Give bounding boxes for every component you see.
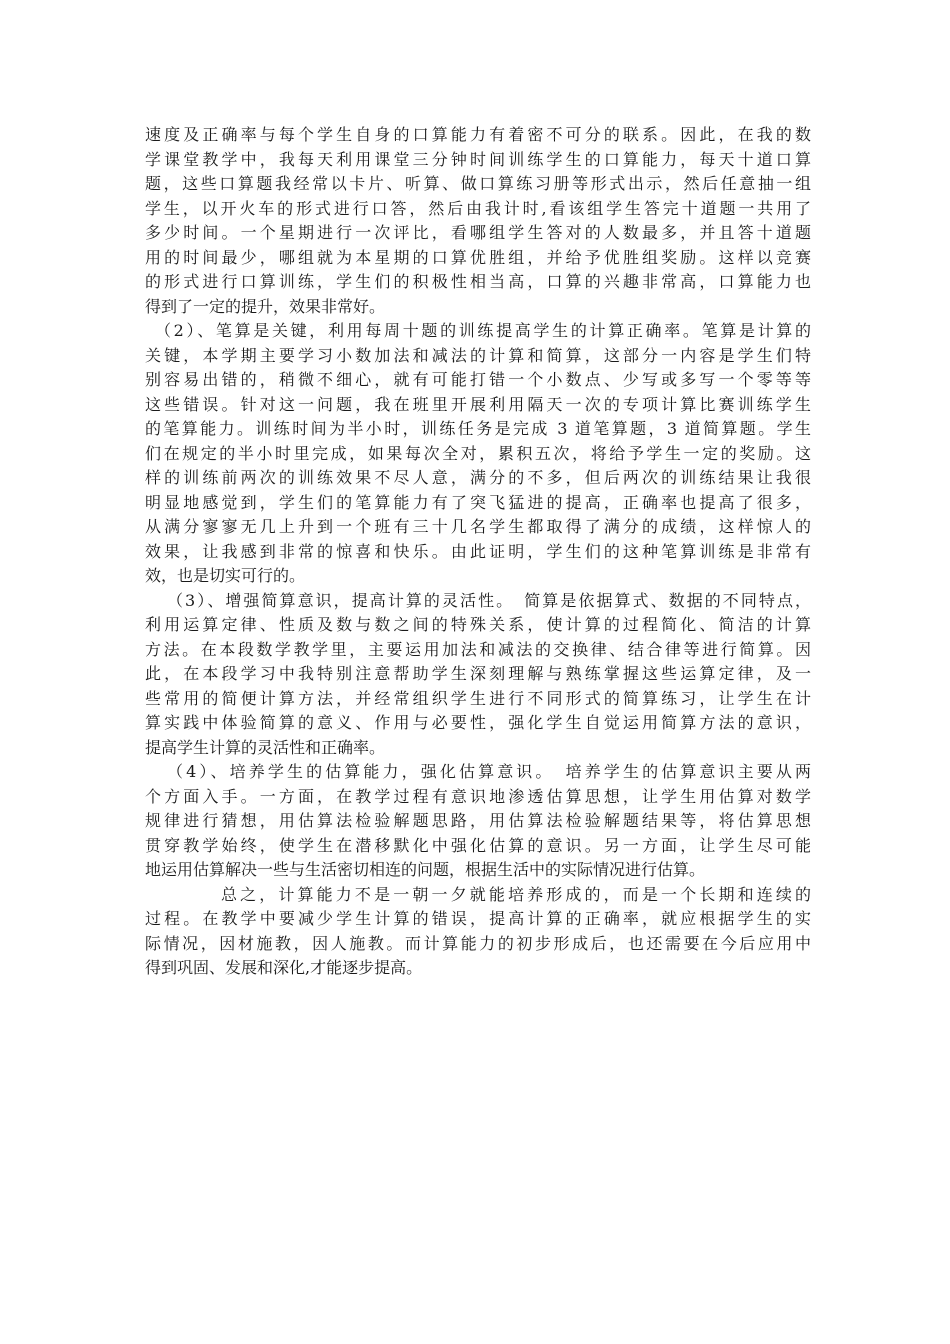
text-line: 效，也是切实可行的。 xyxy=(145,566,306,585)
text-line: 总之，计算能力不是一朝一夕就能培养形成的，而是一个长期和连续的 xyxy=(221,884,811,904)
text-line: 地运用估算解决一些与生活密切相连的问题，根据生活中的实际情况进行估算。 xyxy=(145,860,706,879)
text-line: 题，这些口算题我经常以卡片、听算、做口算练习册等形式出示，然后任意抽一组 xyxy=(145,174,811,193)
text-line: 个方面入手。一方面，在教学过程有意识地渗透估算思想，让学生用估算对数学 xyxy=(145,786,811,806)
paragraph-written-calculation xyxy=(145,319,811,344)
paragraph-simplified-calculation xyxy=(145,589,811,614)
text-line: 速度及正确率与每个学生自身的口算能力有着密不可分的联系。因此，在我的数 xyxy=(145,125,811,144)
paragraph-estimation xyxy=(145,760,811,785)
text-line: 从满分寥寥无几上升到一个班有三十几名学生都取得了满分的成绩，这样惊人的 xyxy=(145,517,811,536)
text-line: 提高学生计算的灵活性和正确率。 xyxy=(145,737,386,757)
text-line: （4）、培养学生的估算能力，强化估算意识。 培养学生的估算意识主要从两 xyxy=(167,762,811,781)
text-line: 们在规定的半小时里完成，如果每次全对，累积五次，将给予学生一定的奖励。这 xyxy=(145,443,811,463)
text-line: 明显地感觉到，学生们的笔算能力有了突飞猛进的提高，正确率也提高了很多， xyxy=(145,492,811,512)
text-line: 别容易出错的，稍微不细心，就有可能打错一个小数点、少写或多写一个零等等 xyxy=(145,370,811,389)
text-line: 过程。在教学中要减少学生计算的错误，提高计算的正确率，就应根据学生的实 xyxy=(145,909,811,928)
text-line: 的笔算能力。训练时间为半小时，训练任务是完成 3 道笔算题，3 道简算题。学生 xyxy=(145,419,811,438)
text-line: 得到巩固、发展和深化,才能逐步提高。 xyxy=(145,958,423,977)
text-line: 效果，让我感到非常的惊喜和快乐。由此证明，学生们的这种笔算训练是非常有 xyxy=(145,541,811,561)
paragraph-simplified-calculation-body xyxy=(145,613,811,760)
paragraph-intro xyxy=(145,123,811,319)
text-line: 学生，以开火车的形式进行口答，然后由我计时,看该组学生答完十道题一共用了 xyxy=(145,198,811,218)
text-line: （3）、增强简算意识，提高计算的灵活性。 简算是依据算式、数据的不同特点， xyxy=(167,590,811,610)
paragraph-conclusion xyxy=(145,883,811,908)
text-line: 用的时间最少，哪组就为本星期的口算优胜组，并给予优胜组奖励。这样以竞赛 xyxy=(145,247,811,267)
paragraph-conclusion-body xyxy=(145,907,811,981)
text-line: 算实践中体验简算的意义、作用与必要性，强化学生自觉运用简算方法的意识， xyxy=(145,713,811,732)
text-line: 利用运算定律、性质及数与数之间的特殊关系，使计算的过程简化、简洁的计算 xyxy=(145,615,811,634)
text-line: 的形式进行口算训练，学生们的积极性相当高，口算的兴趣非常高，口算能力也 xyxy=(145,272,811,291)
text-line: 规律进行猜想，用估算法检验解题思路，用估算法检验解题结果等，将估算思想 xyxy=(145,811,811,830)
text-line: 得到了一定的提升，效果非常好。 xyxy=(145,296,386,316)
text-line: 此，在本段学习中我特别注意帮助学生深刻理解与熟练掌握这些运算定律，及一 xyxy=(145,664,811,683)
text-line: 多少时间。一个星期进行一次评比，看哪组学生答对的人数最多，并且答十道题 xyxy=(145,223,811,242)
text-line: 际情况，因材施教，因人施教。而计算能力的初步形成后，也还需要在今后应用中 xyxy=(145,933,811,953)
paragraph-estimation-body xyxy=(145,785,811,883)
text-line: 些常用的简便计算方法，并经常组织学生进行不同形式的简算练习，让学生在计 xyxy=(145,688,811,708)
text-line: 贯穿教学始终，使学生在潜移默化中强化估算的意识。另一方面，让学生尽可能 xyxy=(145,835,811,855)
text-line: （2）、笔算是关键，利用每周十题的训练提高学生的计算正确率。笔算是计算的 xyxy=(155,321,811,340)
text-line: 样的训练前两次的训练效果不尽人意，满分的不多，但后两次的训练结果让我很 xyxy=(145,468,811,487)
text-line: 学课堂教学中，我每天利用课堂三分钟时间训练学生的口算能力，每天十道口算 xyxy=(145,149,811,169)
paragraph-written-calculation-body xyxy=(145,344,811,589)
document-body xyxy=(145,123,811,981)
text-line: 这些错误。针对这一问题，我在班里开展利用隔天一次的专项计算比赛训练学生 xyxy=(145,394,811,414)
text-line: 方法。在本段数学教学里，主要运用加法和减法的交换律、结合律等进行简算。因 xyxy=(145,639,811,659)
text-line: 关键，本学期主要学习小数加法和减法的计算和简算，这部分一内容是学生们特 xyxy=(145,345,811,365)
